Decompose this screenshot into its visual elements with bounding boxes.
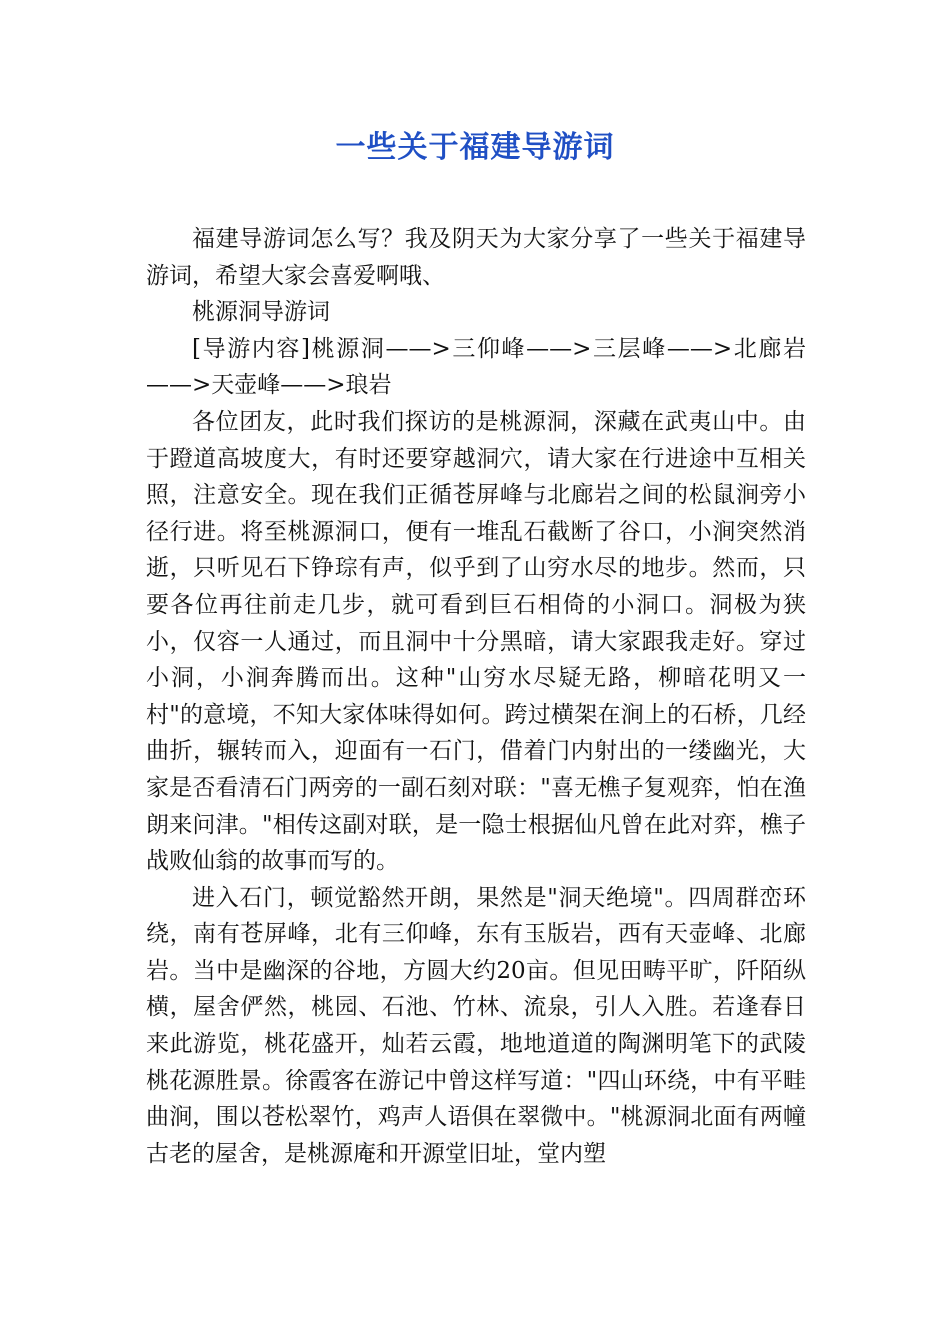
body-paragraph: 各位团友，此时我们探访的是桃源洞，深藏在武夷山中。由于蹬道高坡度大，有时还要穿越洞穴，请大家在行进途中互相关照，注意安全。现在我们正循苍屏峰与北廊岩之间的松鼠涧旁小径行进。将至桃源洞口，便有一堆乱石截断了谷口，小涧突然消逝，只听见石下铮琮有声，似乎到了山穷水尽的地步。然而，只要各位再往前走几步，就可看到巨石相倚的小洞口。洞极为狭小，仅容一人通过，而且洞中十分黑暗，请大家跟我走好。穿过小洞，小涧奔腾而出。这种"山穷水尽疑无路，柳暗花明又一村"的意境，不知大家体味得如何。跨过横架在涧上的石桥，几经曲折，辗转而入，迎面有一石门，借着门内射出的一缕幽光，大家是否看清石门两旁的一副石刻对联："喜无樵子复观弈，怕在渔朗来问津。"相传这副对联，是一隐士根据仙凡曾在此对弈，樵子战败仙翁的故事而写的。: [146, 408, 806, 875]
document-body: [146, 221, 806, 1172]
body-paragraph: 进入石门，顿觉豁然开朗，果然是"洞天绝境"。四周群峦环绕，南有苍屏峰，北有三仰峰，东有玉版岩，西有天壶峰、北廊岩。当中是幽深的谷地，方圆大约20亩。但见田畴平旷，阡陌纵横，屋舍俨然，桃园、石池、竹林、流泉，引人入胜。若逢春日来此游览，桃花盛开，灿若云霞，地地道道的陶渊明笔下的武陵桃花源胜景。徐霞客在游记中曾这样写道："四山环绕，中有平畦曲涧，围以苍松翠竹，鸡声人语俱在翠微中。"桃源洞北面有两幢古老的屋舍，是桃源庵和开源堂旧址，堂内塑: [146, 884, 806, 1167]
section-heading: 桃源洞导游词: [192, 299, 330, 326]
document-title: 一些关于福建导游词: [335, 130, 615, 165]
tour-route-paragraph: [导游内容]桃源洞——>三仰峰——>三层峰——>北廊岩——>天壶峰——>琅岩: [146, 335, 806, 399]
intro-paragraph: 福建导游词怎么写？我及阴天为大家分享了一些关于福建导游词，希望大家会喜爱啊哦、: [146, 226, 806, 289]
